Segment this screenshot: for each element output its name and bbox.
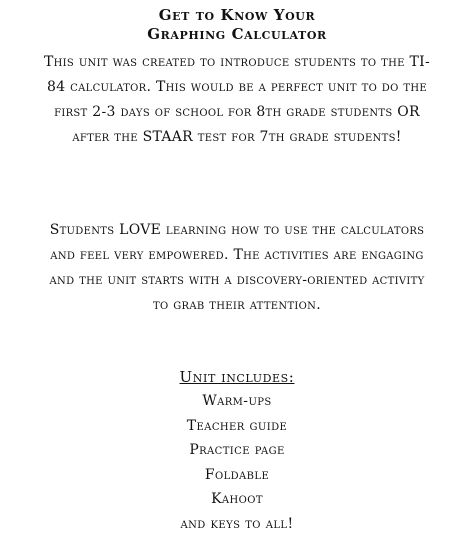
unit-includes-section — [0, 365, 474, 537]
unit-includes-list — [0, 389, 474, 537]
intro-paragraph: This unit was created to introduce students to the TI-84 calculator. This would be a perfect unit to do the first 2-3 days of school for 8th grade students OR after the STAAR test for 7th grade students! — [44, 54, 430, 145]
engagement-paragraph: Students LOVE learning how to use the calculators and feel very empowered. The activities are engaging and the unit starts with a discovery-oriented activity to grab their attention. — [49, 222, 425, 313]
title-line-1: Get to Know Your — [158, 6, 316, 24]
list-item: Teacher guide — [186, 417, 288, 434]
list-item: Practice page — [189, 442, 285, 459]
title-line-2: Graphing Calculator — [147, 25, 327, 43]
unit-includes-heading: Unit includes: — [179, 368, 295, 386]
list-item: Warm-ups — [202, 393, 272, 409]
list-item: and keys to all! — [180, 515, 294, 532]
page-title — [0, 6, 474, 44]
list-item: Foldable — [204, 466, 270, 483]
list-item: Kahoot — [211, 491, 263, 508]
